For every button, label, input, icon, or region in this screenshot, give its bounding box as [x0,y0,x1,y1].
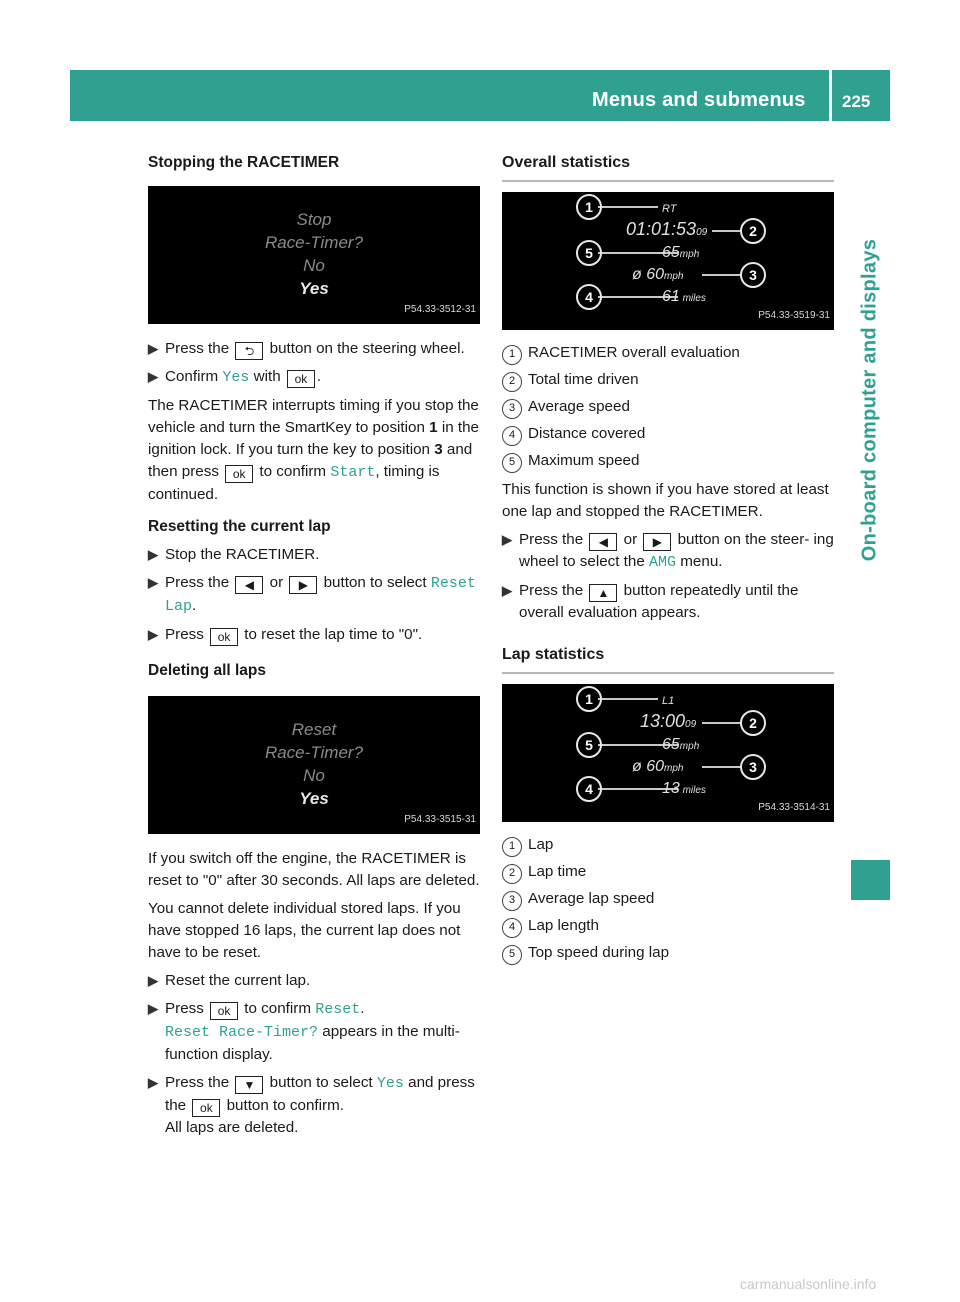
step-confirm-yes: ▶ Confirm Yes with ok . [148,368,322,386]
step-reset-current-lap: ▶ Reset the current lap. [148,970,480,992]
ok-key-icon: ok [210,628,238,646]
callout-line-3 [702,766,742,768]
callout-3: 3 [740,754,766,780]
paragraph-function-shown: This function is shown if you have stored at least one lap and stopped the RACETIMER. [502,481,829,520]
ok-key-icon: ok [225,465,253,483]
step-select-reset-lap: ▶ Press the ◀ or ▶ button to select Reset Lap. [148,574,476,615]
step-arrow-icon: ▶ [148,973,158,988]
heading-stopping-racetimer: Stopping the RACETIMER [148,154,340,171]
callout-line-1 [598,698,658,700]
left-arrow-key-icon: ◀ [589,533,617,551]
callout-line-2 [702,722,742,724]
left-arrow-key-icon: ◀ [235,576,263,594]
page-section-title: Menus and submenus [592,89,806,111]
header-divider [829,70,832,121]
left-column [148,152,480,1145]
right-column [502,152,834,969]
ok-key-icon: ok [287,370,315,388]
callout-3: 3 [740,262,766,288]
callout-5: 5 [576,732,602,758]
paragraph-interrupts: The RACETIMER interrupts timing if you stop the vehicle and turn the SmartKey to position 1 in the ignition lock. If you turn the key to position 3 and then press ok to confirm Start, timing is continued. [148,397,479,503]
display-menu [148,718,480,810]
callout-line-1 [598,206,658,208]
stat-avg-speed: ø 60mph [632,266,684,283]
callout-line-2 [712,230,742,232]
up-arrow-key-icon: ▲ [589,584,617,602]
ok-key-icon: ok [192,1099,220,1117]
stat-max-speed: 65mph [662,736,700,753]
menu-option-no: No [303,256,325,275]
legend-item: 3 Average lap speed [502,888,834,911]
legend-item: 2 Lap time [502,861,834,884]
menu-line-race-timer: Race-Timer? [264,233,364,252]
step-select-yes: ▶ Press the ▼ button to select Yes and press the ok button to confirm. All laps are deleted. [148,1074,475,1136]
chapter-tab-label: On-board computer and displays [858,238,881,562]
step-arrow-icon: ▶ [502,532,512,547]
image-code: P54.33-3512-31 [404,304,476,315]
callout-1: 1 [576,194,602,220]
heading-overall-statistics: Overall statistics [502,152,834,182]
stat-avg-speed: ø 60mph [632,758,684,775]
step-arrow-icon: ▶ [148,1075,158,1090]
step-repeat-up: ▶ Press the ▲ button repeatedly until the overall evaluation appears. [502,582,799,621]
callout-4: 4 [576,284,602,310]
stat-lap-time: 13:0009 [640,711,697,731]
step-reset-lap-time: ▶ Press ok to reset the lap time to "0". [148,626,423,644]
legend-item: 2 Total time driven [502,369,834,392]
step-select-amg: ▶ Press the ◀ or ▶ button on the steer- ing wheel to select the AMG menu. [502,531,834,571]
paragraph-cannot-delete: You cannot delete individual stored laps. If you have stopped 16 laps, the current lap does not have to be reset. [148,900,461,961]
stat-max-speed: 65mph [662,244,700,261]
right-arrow-key-icon: ▶ [643,533,671,551]
stat-label: L1 [662,695,675,707]
legend-item: 3 Average speed [502,396,834,419]
right-arrow-key-icon: ▶ [289,576,317,594]
callout-2: 2 [740,710,766,736]
step-confirm-reset: ▶ Press ok to confirm Reset. Reset Race-Timer? appears in the multi-function display. [148,1000,460,1063]
heading-deleting-laps: Deleting all laps [148,662,267,679]
step-press-back: ▶ Press the ⮌ button on the steering wheel. [148,340,465,358]
callout-1: 1 [576,686,602,712]
legend-item: 4 Distance covered [502,423,834,446]
legend-item: 1 Lap [502,834,834,857]
callout-line-3 [702,274,742,276]
step-stop-racetimer: ▶ Stop the RACETIMER. [148,544,480,566]
step-arrow-icon: ▶ [502,583,512,598]
menu-option-no: No [303,766,325,785]
heading-lap-statistics: Lap statistics [502,644,834,674]
callout-2: 2 [740,218,766,244]
menu-option-yes: Yes [299,789,329,808]
paragraph-engine-off: If you switch off the engine, the RACETIMER is reset to "0" after 30 seconds. All laps are deleted. [148,850,480,889]
chapter-tab-marker [851,860,890,900]
menu-option-yes: Yes [299,279,329,298]
image-code: P54.33-3519-31 [758,310,830,321]
step-arrow-icon: ▶ [148,1001,158,1016]
stat-distance: 61 miles [662,288,706,305]
callout-5: 5 [576,240,602,266]
ok-key-icon: ok [210,1002,238,1020]
step-arrow-icon: ▶ [148,547,158,562]
menu-line-reset: Reset [291,720,337,739]
stat-label: RT [662,203,677,215]
back-key-icon: ⮌ [235,342,263,360]
step-arrow-icon: ▶ [148,627,158,642]
callout-4: 4 [576,776,602,802]
legend-item: 5 Top speed during lap [502,942,834,965]
menu-line-race-timer: Race-Timer? [264,743,364,762]
image-code: P54.33-3515-31 [404,814,476,825]
overall-statistics-display [502,192,834,330]
legend-item: 4 Lap length [502,915,834,938]
menu-line-stop: Stop [296,210,332,229]
legend-item: 5 Maximum speed [502,450,834,473]
display-menu [148,208,480,300]
down-arrow-key-icon: ▼ [235,1076,263,1094]
stop-racetimer-display [148,186,480,324]
lap-statistics-display [502,684,834,822]
stat-distance: 13 miles [662,780,706,797]
watermark: carmanualsonline.info [740,1276,877,1292]
step-arrow-icon: ▶ [148,341,158,356]
page-number: 225 [842,92,871,111]
step-arrow-icon: ▶ [148,575,158,590]
reset-racetimer-display [148,696,480,834]
stat-total-time: 01:01:5309 [626,219,708,239]
legend-item: 1 RACETIMER overall evaluation [502,342,834,365]
heading-resetting-lap: Resetting the current lap [148,518,331,535]
image-code: P54.33-3514-31 [758,802,830,813]
step-arrow-icon: ▶ [148,369,158,384]
